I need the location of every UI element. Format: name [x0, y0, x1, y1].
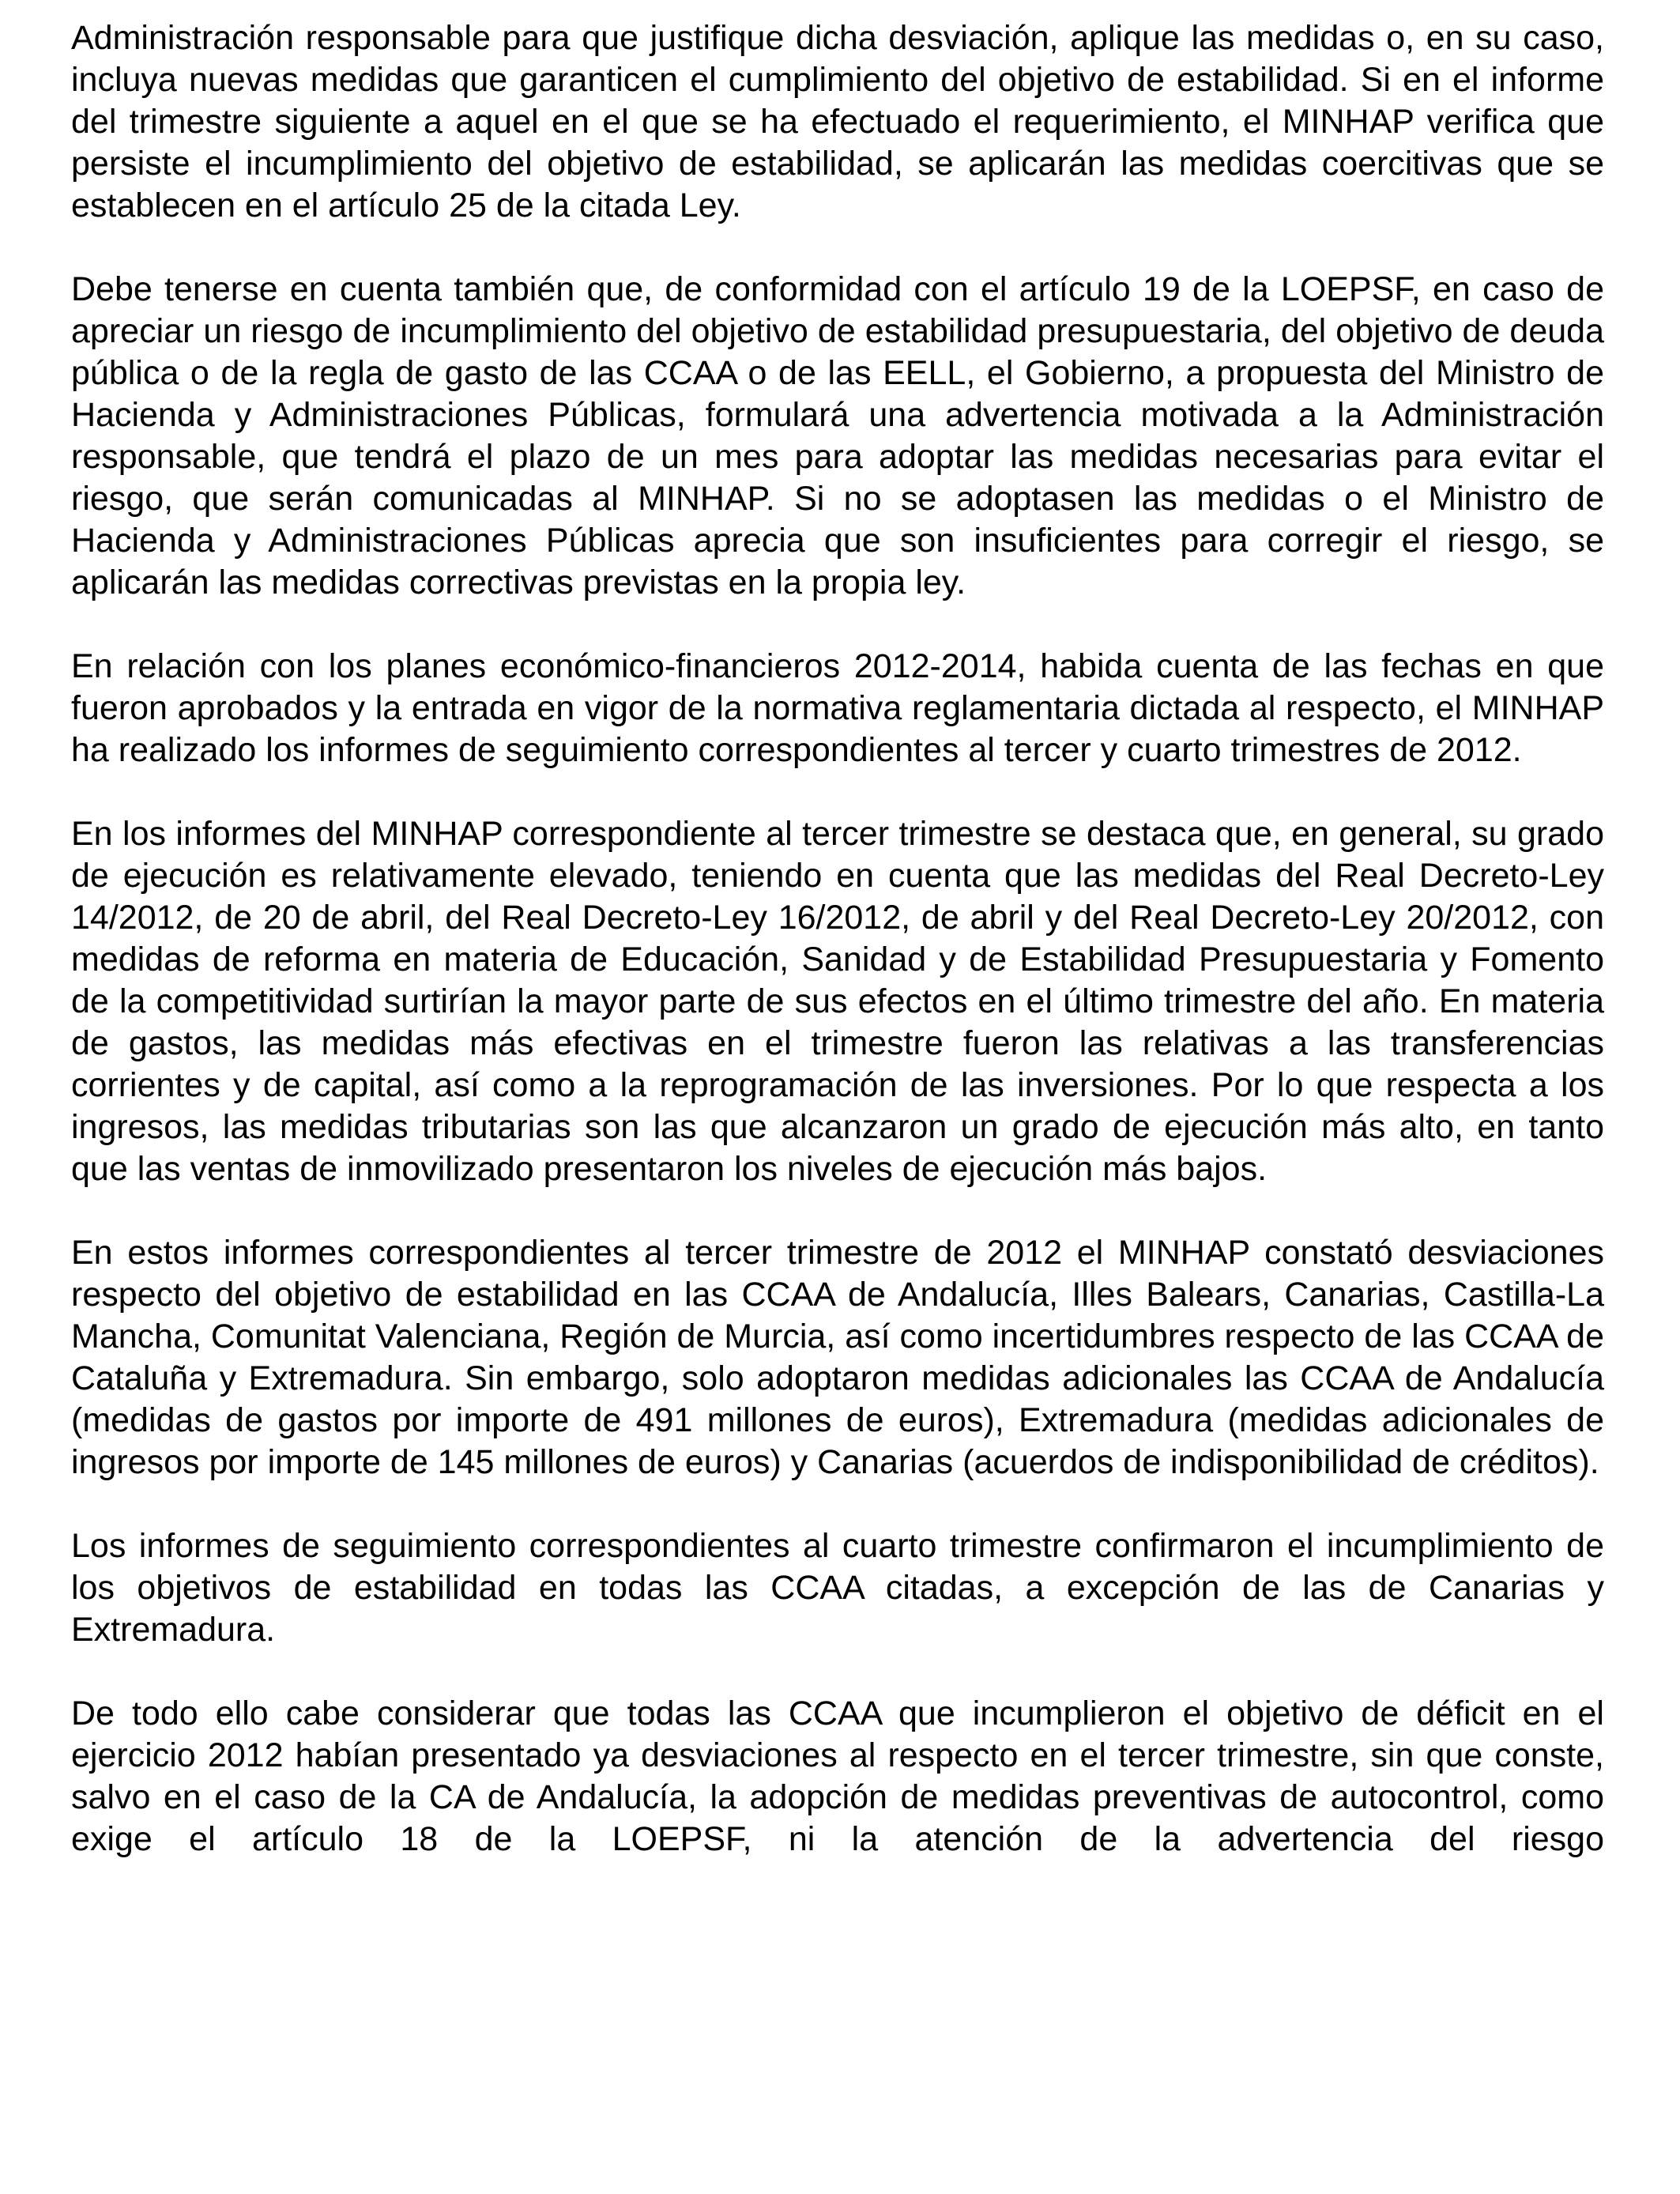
- paragraph-7: De todo ello cabe considerar que todas las CCAA que incumplieron el objetivo de déficit en el ejercicio 2012 habían presentado ya desviaciones al respecto en el tercer trimestre, sin que conste, salvo en el caso de la CA de Andalucía, la adopción de medidas preventivas de autocontrol, como exige el artículo 18 de la LOEPSF, ni la atención de la advertencia del riesgo: [71, 1695, 1604, 1858]
- paragraph-4: En los informes del MINHAP correspondiente al tercer trimestre se destaca que, en general, su grado de ejecución es relativamente elevado, teniendo en cuenta que las medidas del Real Decreto-Ley 14/2012, de 20 de abril, del Real Decreto-Ley 16/2012, de abril y del Real Decreto-Ley 20/2012, con medidas de reforma en materia de Educación, Sanidad y de Estabilidad Presupuestaria y Fomento de la competitividad surtirían la mayor parte de sus efectos en el último trimestre del año. En materia de gastos, las medidas más efectivas en el trimestre fueron las relativas a las transferencias corrientes y de capital, así como a la reprogramación de las inversiones. Por lo que respecta a los ingresos, las medidas tributarias son las que alcanzaron un grado de ejecución más alto, en tanto que las ventas de inmovilizado presentaron los niveles de ejecución más bajos.: [71, 815, 1604, 1188]
- paragraph-2: Debe tenerse en cuenta también que, de conformidad con el artículo 19 de la LOEPSF, en caso de apreciar un riesgo de incumplimiento del objetivo de estabilidad presupuestaria, del objetivo de deuda pública o de la regla de gasto de las CCAA o de las EELL, el Gobierno, a propuesta del Ministro de Hacienda y Administraciones Públicas, formulará una advertencia motivada a la Administración responsable, que tendrá el plazo de un mes para adoptar las medidas necesarias para evitar el riesgo, que serán comunicadas al MINHAP. Si no se adoptasen las medidas o el Ministro de Hacienda y Administraciones Públicas aprecia que son insuficientes para corregir el riesgo, se aplicarán las medidas correctivas previstas en la propia ley.: [71, 270, 1604, 601]
- paragraph-3: En relación con los planes económico-financieros 2012-2014, habida cuenta de las fechas en que fueron aprobados y la entrada en vigor de la normativa reglamentaria dictada al respecto, el MINHAP ha realizado los informes de seguimiento correspondientes al tercer y cuarto trimestres de 2012.: [71, 647, 1604, 769]
- document-page: [71, 17, 1604, 1860]
- paragraph-5: En estos informes correspondientes al tercer trimestre de 2012 el MINHAP constató desviaciones respecto del objetivo de estabilidad en las CCAA de Andalucía, Illes Balears, Canarias, Castilla-La Mancha, Comunitat Valenciana, Región de Murcia, así como incertidumbres respecto de las CCAA de Cataluña y Extremadura. Sin embargo, solo adoptaron medidas adicionales las CCAA de Andalucía (medidas de gastos por importe de 491 millones de euros), Extremadura (medidas adicionales de ingresos por importe de 145 millones de euros) y Canarias (acuerdos de indisponibilidad de créditos).: [71, 1234, 1604, 1481]
- paragraph-1: Administración responsable para que justifique dicha desviación, aplique las medidas o, en su caso, incluya nuevas medidas que garanticen el cumplimiento del objetivo de estabilidad. Si en el informe del trimestre siguiente a aquel en el que se ha efectuado el requerimiento, el MINHAP verifica que persiste el incumplimiento del objetivo de estabilidad, se aplicarán las medidas coercitivas que se establecen en el artículo 25 de la citada Ley.: [71, 19, 1604, 224]
- paragraph-6: Los informes de seguimiento correspondientes al cuarto trimestre confirmaron el incumplimiento de los objetivos de estabilidad en todas las CCAA citadas, a excepción de las de Canarias y Extremadura.: [71, 1527, 1604, 1649]
